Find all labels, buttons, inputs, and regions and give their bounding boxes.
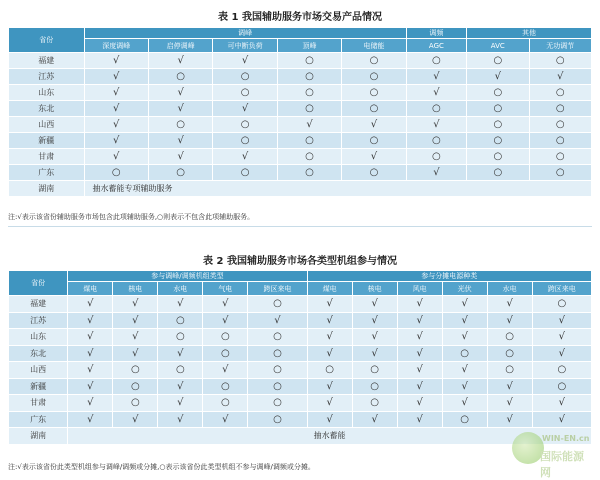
province-cell: 甘肃 <box>9 149 85 165</box>
mark-cell: ○ <box>529 117 591 133</box>
mark-cell: ○ <box>213 85 277 101</box>
mark-cell: √ <box>84 101 148 117</box>
mark-cell: ○ <box>342 69 406 85</box>
table2-column-header: 水电 <box>158 282 203 296</box>
province-cell: 新疆 <box>9 378 68 395</box>
province-cell: 山东 <box>9 85 85 101</box>
table-row <box>9 312 592 329</box>
mark-cell: √ <box>213 149 277 165</box>
mark-cell: ○ <box>342 53 406 69</box>
mark-cell: ○ <box>213 133 277 149</box>
province-cell: 新疆 <box>9 133 85 149</box>
mark-cell: √ <box>68 411 113 428</box>
mark-cell: √ <box>397 296 442 313</box>
mark-cell: √ <box>406 69 466 85</box>
table1-note: 注:√表示该省份辅助服务市场包含此项辅助服务,○则表示不包含此项辅助服务。 <box>8 213 255 221</box>
mark-cell: √ <box>203 296 248 313</box>
province-cell: 湖南 <box>9 181 85 197</box>
mark-cell: √ <box>487 296 532 313</box>
watermark-site: WIN-EN.cn <box>542 434 590 443</box>
table2-note: 注:√表示该省份此类型机组参与调峰/调频或分摊,○表示该省份此类型机组不参与调峰/调频或分摊。 <box>8 463 315 471</box>
mark-cell: √ <box>158 395 203 412</box>
mark-cell: √ <box>113 312 158 329</box>
mark-cell: ○ <box>307 362 352 379</box>
mark-cell: ○ <box>248 378 307 395</box>
mark-cell: ○ <box>203 395 248 412</box>
mark-cell: ○ <box>529 165 591 181</box>
mark-cell: ○ <box>277 101 341 117</box>
mark-cell: ○ <box>277 85 341 101</box>
mark-cell: √ <box>113 345 158 362</box>
watermark-name: 国际能源网 <box>540 450 584 479</box>
mark-cell: ○ <box>113 362 158 379</box>
mark-cell: ○ <box>248 329 307 346</box>
table-row <box>9 53 592 69</box>
mark-cell: ○ <box>487 345 532 362</box>
mark-cell: √ <box>84 69 148 85</box>
mark-cell: ○ <box>352 378 397 395</box>
mark-cell: √ <box>68 329 113 346</box>
table2-column-header: 核电 <box>113 282 158 296</box>
mark-cell: √ <box>84 117 148 133</box>
table1-group-peak: 调峰 <box>84 28 406 39</box>
table2-province-header: 省份 <box>9 271 68 296</box>
mark-cell: ○ <box>342 165 406 181</box>
province-cell: 福建 <box>9 296 68 313</box>
province-cell: 福建 <box>9 53 85 69</box>
mark-cell: √ <box>68 312 113 329</box>
mark-cell: ○ <box>203 345 248 362</box>
mark-cell: √ <box>307 329 352 346</box>
table-row <box>9 181 592 197</box>
mark-cell: √ <box>113 411 158 428</box>
mark-cell: ○ <box>158 362 203 379</box>
mark-cell: √ <box>397 378 442 395</box>
mark-cell: √ <box>68 345 113 362</box>
divider <box>8 226 592 227</box>
mark-cell: √ <box>248 312 307 329</box>
mark-cell: ○ <box>203 329 248 346</box>
province-cell: 甘肃 <box>9 395 68 412</box>
mark-cell: √ <box>158 296 203 313</box>
mark-cell: √ <box>442 395 487 412</box>
mark-cell: ○ <box>467 165 529 181</box>
table1-column-header: AGC <box>406 39 466 53</box>
table2-column-header: 煤电 <box>68 282 113 296</box>
mark-cell: √ <box>406 117 466 133</box>
mark-cell: ○ <box>148 69 212 85</box>
mark-cell: √ <box>532 411 591 428</box>
table-row <box>9 101 592 117</box>
mark-cell: √ <box>113 329 158 346</box>
mark-cell: √ <box>158 345 203 362</box>
mark-cell: √ <box>406 85 466 101</box>
mark-cell: ○ <box>532 362 591 379</box>
mark-cell: √ <box>68 378 113 395</box>
mark-cell: √ <box>148 149 212 165</box>
mark-cell: √ <box>397 329 442 346</box>
table-row <box>9 378 592 395</box>
mark-cell: √ <box>532 345 591 362</box>
mark-cell: √ <box>352 329 397 346</box>
mark-cell: √ <box>467 69 529 85</box>
province-cell: 东北 <box>9 101 85 117</box>
mark-cell: √ <box>532 329 591 346</box>
mark-cell: ○ <box>467 53 529 69</box>
table2-column-header: 跨区来电 <box>532 282 591 296</box>
table-row <box>9 133 592 149</box>
mark-cell: √ <box>148 133 212 149</box>
mark-cell: √ <box>487 378 532 395</box>
mark-cell: ○ <box>532 296 591 313</box>
mark-cell: ○ <box>487 329 532 346</box>
mark-cell: √ <box>406 165 466 181</box>
table-row <box>9 345 592 362</box>
table1-column-header: 启停调峰 <box>148 39 212 53</box>
mark-cell: √ <box>397 362 442 379</box>
table1-column-header: 无功调节 <box>529 39 591 53</box>
mark-cell: √ <box>352 312 397 329</box>
mark-cell: ○ <box>406 149 466 165</box>
mark-cell: √ <box>442 362 487 379</box>
mark-cell: ○ <box>277 149 341 165</box>
table2-column-header: 水电 <box>487 282 532 296</box>
mark-cell: ○ <box>84 165 148 181</box>
province-cell: 东北 <box>9 345 68 362</box>
table2-column-header: 光伏 <box>442 282 487 296</box>
table2-column-header: 核电 <box>352 282 397 296</box>
mark-cell: ○ <box>532 378 591 395</box>
mark-cell: √ <box>148 101 212 117</box>
mark-cell: ○ <box>406 101 466 117</box>
table2-column-header: 煤电 <box>307 282 352 296</box>
province-cell: 湖南 <box>9 428 68 445</box>
table-row <box>9 329 592 346</box>
mark-cell: ○ <box>529 101 591 117</box>
mark-cell: ○ <box>529 85 591 101</box>
table1-group-other: 其他 <box>467 28 592 39</box>
mark-cell: √ <box>352 411 397 428</box>
province-cell: 山西 <box>9 362 68 379</box>
mark-cell: ○ <box>529 149 591 165</box>
mark-cell: ○ <box>248 362 307 379</box>
mark-cell: ○ <box>342 85 406 101</box>
mark-cell: ○ <box>442 345 487 362</box>
table1-column-header: 电储能 <box>342 39 406 53</box>
mark-cell: ○ <box>529 53 591 69</box>
mark-cell: ○ <box>158 329 203 346</box>
mark-cell: √ <box>148 85 212 101</box>
mark-cell: √ <box>213 53 277 69</box>
mark-cell: ○ <box>467 149 529 165</box>
table-row <box>9 411 592 428</box>
mark-cell: ○ <box>248 411 307 428</box>
mark-cell: √ <box>442 296 487 313</box>
table2-group-units: 参与调峰/调频机组类型 <box>68 271 307 282</box>
mark-cell: ○ <box>406 53 466 69</box>
mark-cell: ○ <box>406 133 466 149</box>
mark-cell: √ <box>352 296 397 313</box>
mark-cell: ○ <box>277 53 341 69</box>
province-cell: 广东 <box>9 411 68 428</box>
mark-cell: √ <box>84 133 148 149</box>
table1-column-header: AVC <box>467 39 529 53</box>
mark-cell: ○ <box>213 165 277 181</box>
mark-cell: √ <box>84 149 148 165</box>
mark-cell: √ <box>158 411 203 428</box>
mark-cell: √ <box>487 411 532 428</box>
mark-cell: ○ <box>342 101 406 117</box>
mark-cell: √ <box>397 345 442 362</box>
mark-cell: √ <box>487 312 532 329</box>
mark-cell: ○ <box>248 395 307 412</box>
mark-cell: ○ <box>467 85 529 101</box>
table1-column-header: 可中断负荷 <box>213 39 277 53</box>
table-row <box>9 428 592 445</box>
table2-group-share: 参与分摊电源种类 <box>307 271 591 282</box>
table-row <box>9 85 592 101</box>
mark-cell: √ <box>277 117 341 133</box>
mark-cell: √ <box>532 312 591 329</box>
province-cell: 江苏 <box>9 69 85 85</box>
mark-cell: √ <box>442 378 487 395</box>
mark-cell: √ <box>148 53 212 69</box>
province-cell: 山西 <box>9 117 85 133</box>
mark-cell: √ <box>213 101 277 117</box>
province-cell: 江苏 <box>9 312 68 329</box>
mark-cell: √ <box>307 296 352 313</box>
mark-cell: √ <box>113 296 158 313</box>
mark-cell: ○ <box>352 362 397 379</box>
mark-cell: √ <box>487 395 532 412</box>
mark-cell: √ <box>307 411 352 428</box>
table-row <box>9 296 592 313</box>
table1 <box>8 27 592 197</box>
mark-cell: ○ <box>213 69 277 85</box>
mark-cell: ○ <box>487 362 532 379</box>
table1-title: 表 1 我国辅助服务市场交易产品情况 <box>218 12 382 23</box>
mark-cell: √ <box>68 296 113 313</box>
mark-cell: ○ <box>277 69 341 85</box>
watermark <box>512 428 594 479</box>
mark-cell: ○ <box>277 165 341 181</box>
pumped-storage-note: 抽水蓄能专项辅助服务 <box>84 181 591 197</box>
mark-cell: √ <box>203 312 248 329</box>
table1-province-header: 省份 <box>9 28 85 53</box>
mark-cell: √ <box>68 395 113 412</box>
province-cell: 广东 <box>9 165 85 181</box>
mark-cell: √ <box>352 345 397 362</box>
mark-cell: √ <box>442 312 487 329</box>
table2 <box>8 270 592 445</box>
table2-column-header: 气电 <box>203 282 248 296</box>
mark-cell: ○ <box>203 378 248 395</box>
table2-column-header: 风电 <box>397 282 442 296</box>
mark-cell: √ <box>307 378 352 395</box>
mark-cell: ○ <box>113 395 158 412</box>
mark-cell: ○ <box>248 296 307 313</box>
mark-cell: ○ <box>529 133 591 149</box>
mark-cell: ○ <box>148 117 212 133</box>
table1-group-freq: 调频 <box>406 28 466 39</box>
mark-cell: ○ <box>113 378 158 395</box>
mark-cell: √ <box>203 362 248 379</box>
mark-cell: √ <box>84 53 148 69</box>
mark-cell: ○ <box>342 133 406 149</box>
mark-cell: ○ <box>352 395 397 412</box>
table-row <box>9 69 592 85</box>
mark-cell: √ <box>307 395 352 412</box>
mark-cell: ○ <box>213 117 277 133</box>
mark-cell: √ <box>307 312 352 329</box>
table-row <box>9 165 592 181</box>
mark-cell: √ <box>529 69 591 85</box>
mark-cell: ○ <box>148 165 212 181</box>
mark-cell: √ <box>397 411 442 428</box>
mark-cell: √ <box>158 378 203 395</box>
mark-cell: √ <box>342 117 406 133</box>
mark-cell: √ <box>203 411 248 428</box>
table2-title: 表 2 我国辅助服务市场各类型机组参与情况 <box>203 256 397 267</box>
mark-cell: √ <box>68 362 113 379</box>
mark-cell: ○ <box>158 312 203 329</box>
table2-column-header: 跨区来电 <box>248 282 307 296</box>
table-row <box>9 395 592 412</box>
mark-cell: √ <box>342 149 406 165</box>
mark-cell: ○ <box>248 345 307 362</box>
mark-cell: ○ <box>277 133 341 149</box>
mark-cell: √ <box>532 395 591 412</box>
table-row <box>9 117 592 133</box>
province-cell: 山东 <box>9 329 68 346</box>
mark-cell: √ <box>84 85 148 101</box>
mark-cell: ○ <box>467 117 529 133</box>
mark-cell: ○ <box>442 411 487 428</box>
table1-column-header: 深度调峰 <box>84 39 148 53</box>
table1-column-header: 顶峰 <box>277 39 341 53</box>
table-row <box>9 362 592 379</box>
mark-cell: √ <box>397 395 442 412</box>
table-row <box>9 149 592 165</box>
mark-cell: √ <box>307 345 352 362</box>
mark-cell: √ <box>442 329 487 346</box>
mark-cell: ○ <box>467 133 529 149</box>
pumped-storage-note: 抽水蓄能 <box>68 428 592 445</box>
mark-cell: √ <box>397 312 442 329</box>
mark-cell: ○ <box>467 101 529 117</box>
